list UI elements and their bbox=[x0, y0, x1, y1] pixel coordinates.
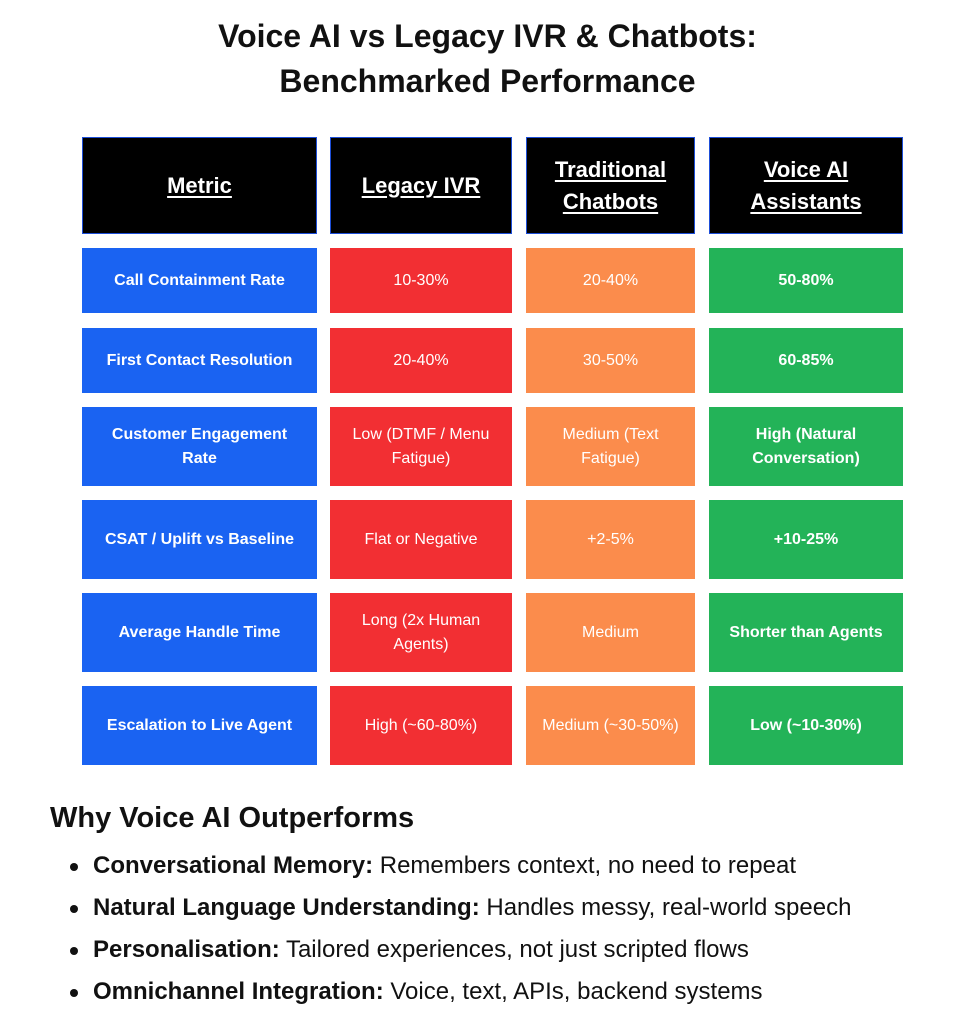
list-item bbox=[66, 929, 851, 971]
list-item-text: Tailored experiences, not just scripted flows bbox=[279, 936, 749, 963]
chatbots-escalation: Medium (~30-50%) bbox=[526, 686, 695, 765]
bullet-icon bbox=[70, 989, 78, 997]
bullet-icon bbox=[70, 905, 78, 913]
bullet-icon bbox=[70, 863, 78, 871]
list-item bbox=[66, 845, 851, 887]
bullet-icon bbox=[70, 947, 78, 955]
header-legacy-ivr: Legacy IVR bbox=[330, 137, 512, 234]
chatbots-csat-uplift: +2-5% bbox=[526, 500, 695, 579]
metric-escalation: Escalation to Live Agent bbox=[82, 686, 317, 765]
page-title-line-1: Voice AI vs Legacy IVR & Chatbots: bbox=[218, 18, 757, 54]
list-item-term: Natural Language Understanding: bbox=[93, 894, 480, 921]
chatbots-average-handle-time: Medium bbox=[526, 593, 695, 672]
list-item-term: Personalisation: bbox=[93, 936, 280, 963]
list-item-text: Remembers context, no need to repeat bbox=[373, 852, 796, 879]
metric-call-containment: Call Containment Rate bbox=[82, 248, 317, 313]
page-title bbox=[0, 14, 975, 104]
voice-ai-escalation: Low (~10-30%) bbox=[709, 686, 903, 765]
chatbots-first-contact-resolution: 30-50% bbox=[526, 328, 695, 393]
list-item bbox=[66, 971, 851, 1013]
legacy-ivr-average-handle-time: Long (2x Human Agents) bbox=[330, 593, 512, 672]
list-item-term: Omnichannel Integration: bbox=[93, 978, 384, 1005]
list-item-text: Handles messy, real-world speech bbox=[479, 894, 852, 921]
legacy-ivr-first-contact-resolution: 20-40% bbox=[330, 328, 512, 393]
list-item-term: Conversational Memory: bbox=[93, 852, 374, 879]
voice-ai-first-contact-resolution: 60-85% bbox=[709, 328, 903, 393]
legacy-ivr-customer-engagement: Low (DTMF / Menu Fatigue) bbox=[330, 407, 512, 486]
legacy-ivr-escalation: High (~60-80%) bbox=[330, 686, 512, 765]
chatbots-call-containment: 20-40% bbox=[526, 248, 695, 313]
metric-first-contact-resolution: First Contact Resolution bbox=[82, 328, 317, 393]
page-title-line-2: Benchmarked Performance bbox=[279, 63, 696, 99]
list-item-text: Voice, text, APIs, backend systems bbox=[383, 978, 763, 1005]
chatbots-customer-engagement: Medium (Text Fatigue) bbox=[526, 407, 695, 486]
header-voice-ai: Voice AI Assistants bbox=[709, 137, 903, 234]
metric-csat-uplift: CSAT / Uplift vs Baseline bbox=[82, 500, 317, 579]
legacy-ivr-call-containment: 10-30% bbox=[330, 248, 512, 313]
legacy-ivr-csat-uplift: Flat or Negative bbox=[330, 500, 512, 579]
benefits-list bbox=[66, 845, 851, 1013]
voice-ai-average-handle-time: Shorter than Agents bbox=[709, 593, 903, 672]
metric-customer-engagement: Customer Engagement Rate bbox=[82, 407, 317, 486]
metric-average-handle-time: Average Handle Time bbox=[82, 593, 317, 672]
header-traditional-chatbots: Traditional Chatbots bbox=[526, 137, 695, 234]
voice-ai-call-containment: 50-80% bbox=[709, 248, 903, 313]
list-item bbox=[66, 887, 851, 929]
header-metric: Metric bbox=[82, 137, 317, 234]
voice-ai-customer-engagement: High (Natural Conversation) bbox=[709, 407, 903, 486]
section-heading: Why Voice AI Outperforms bbox=[50, 802, 415, 834]
voice-ai-csat-uplift: +10-25% bbox=[709, 500, 903, 579]
